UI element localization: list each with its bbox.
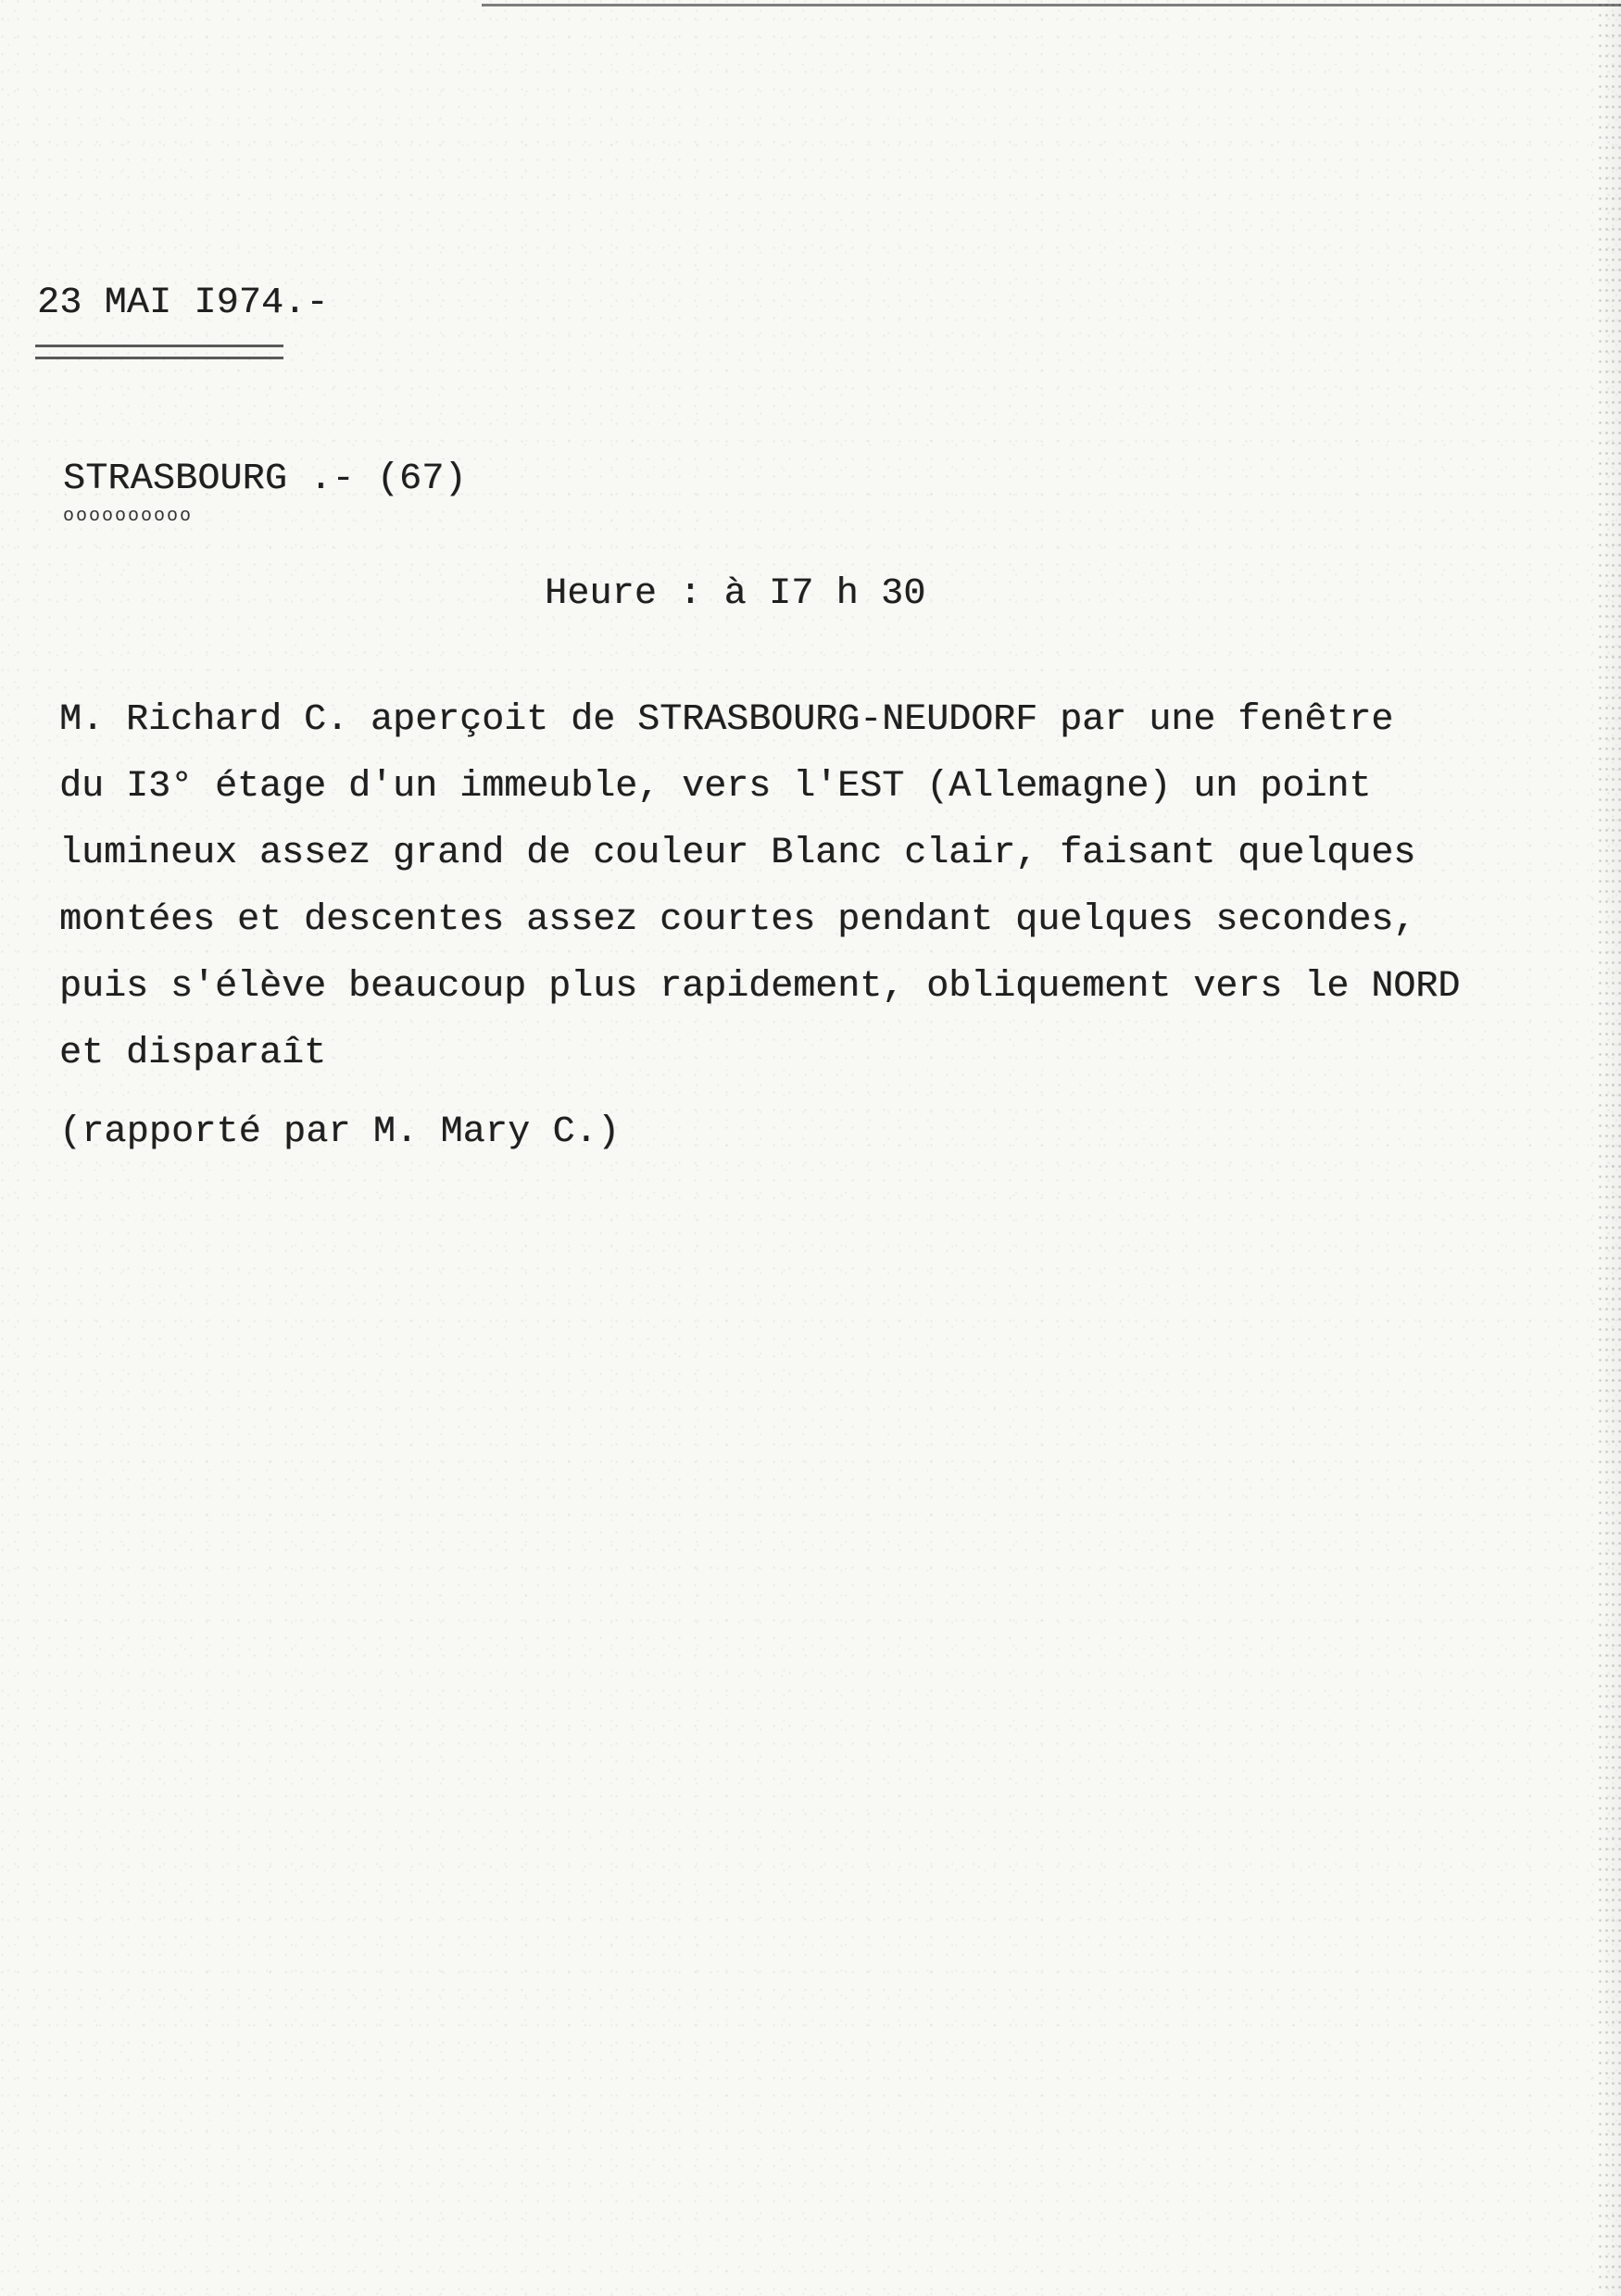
body-line: du I3° étage d'un immeuble, vers l'EST (Allemagne) un point (59, 766, 1372, 808)
time-line: Heure : à I7 h 30 (545, 573, 926, 615)
report-body (59, 687, 1460, 1087)
report-date: 23 MAI I974.- (37, 282, 329, 324)
body-line: lumineux assez grand de couleur Blanc clair, faisant quelques (59, 833, 1416, 874)
location-heading: STRASBOURG .- (67) (63, 458, 467, 500)
body-line: et disparaît (59, 1033, 327, 1074)
date-double-underline (35, 345, 283, 359)
top-rule (482, 4, 1621, 6)
location-underline: oooooooooo (63, 506, 194, 527)
body-line: M. Richard C. aperçoit de STRASBOURG-NEUDORF par une fenêtre (59, 699, 1394, 741)
scan-edge-noise (1597, 0, 1621, 2296)
body-line: puis s'élève beaucoup plus rapidement, obliquement vers le NORD (59, 966, 1461, 1008)
report-attribution: (rapporté par M. Mary C.) (59, 1111, 621, 1153)
body-line: montées et descentes assez courtes pendant quelques secondes, (59, 899, 1416, 941)
